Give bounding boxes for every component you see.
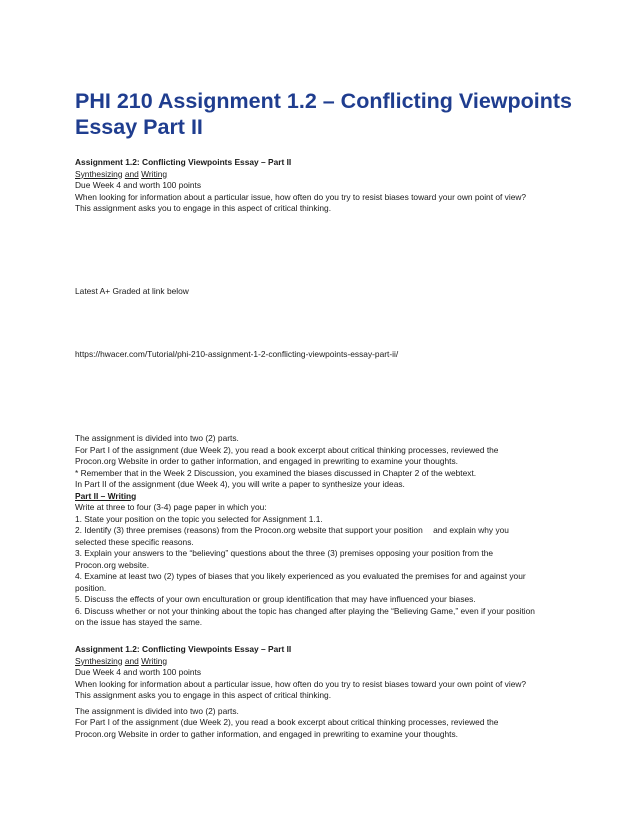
body-para-2a: For Part I of the assignment (due Week 2), you read a book excerpt about critical thinking processes, reviewed the (75, 444, 499, 455)
list-item-4b: position. (75, 582, 107, 593)
part-two-heading: Part II – Writing (75, 490, 137, 501)
intro-line-2: This assignment asks you to engage in this aspect of critical thinking. (75, 203, 332, 213)
list-item-3b: Procon.org website. (75, 559, 150, 570)
tutorial-link[interactable]: https://hwacer.com/Tutorial/phi-210-assignment-1-2-conflicting-viewpoints-essay-part-ii/ (75, 349, 399, 359)
promo-section (75, 286, 575, 298)
repeat-line-1: When looking for information about a particular issue, how often do you try to resist biases toward your own point of view? (75, 678, 527, 689)
promo-text: Latest A+ Graded at link below (75, 286, 189, 296)
section-heading: Assignment 1.2: Conflicting Viewpoints Essay – Part II (75, 157, 292, 167)
body-para-5: Write at three to four (3-4) page paper in which you: (75, 502, 267, 512)
list-item-2-cont: selected these specific reasons. (75, 536, 194, 547)
list-item-2-part-b: and explain why you (433, 525, 509, 535)
repeat-due-line: Due Week 4 and worth 100 points (75, 667, 202, 677)
repeat-para-2a: For Part I of the assignment (due Week 2), you read a book excerpt about critical thinking processes, reviewed the (75, 717, 499, 727)
repeat-para-1: The assignment is divided into two (2) parts. (75, 705, 239, 716)
due-line: Due Week 4 and worth 100 points (75, 180, 202, 190)
link-section (75, 349, 575, 361)
list-item-1: 1. State your position on the topic you selected for Assignment 1.1. (75, 513, 323, 524)
repeat-tag-line (75, 656, 575, 668)
repeat-para-2b: Procon.org Website in order to gather information, and engaged in prewriting to examine your thoughts. (75, 728, 458, 739)
repeat-tag-writing: Writing (141, 655, 168, 666)
repeat-line-2: This assignment asks you to engage in this aspect of critical thinking. (75, 690, 332, 700)
tag-writing: Writing (141, 168, 168, 179)
list-item-4a: 4. Examine at least two (2) types of biases that you likely experienced as you evaluated the premises for and against your (75, 571, 526, 581)
list-item-2 (75, 525, 575, 537)
list-item-3a: 3. Explain your answers to the “believing” questions about the three (3) premises opposing your position from the (75, 548, 494, 558)
repeat-tag-and: and (124, 655, 139, 666)
list-item-2-part-a: 2. Identify (3) three premises (reasons) from the Procon.org website that support your position (75, 525, 423, 535)
document-title: PHI 210 Assignment 1.2 – Conflicting Viewpoints Essay Part II (75, 89, 572, 139)
body-para-3: * Remember that in the Week 2 Discussion, you examined the biases discussed in Chapter 2 of the webtext. (75, 467, 477, 478)
repeat-tag-synthesizing: Synthesizing (75, 655, 123, 666)
list-item-5: 5. Discuss the effects of your own enculturation or group identification that may have influenced your biases. (75, 594, 476, 604)
assignment-body (75, 433, 575, 629)
body-para-4: In Part II of the assignment (due Week 4), you will write a paper to synthesize your ideas. (75, 479, 405, 489)
intro-line-1: When looking for information about a particular issue, how often do you try to resist biases toward your own point of view? (75, 191, 527, 202)
list-item-6a: 6. Discuss whether or not your thinking about the topic has changed after playing the “Believing Game,” even if your position (75, 605, 535, 616)
tag-and: and (124, 168, 139, 179)
repeat-heading: Assignment 1.2: Conflicting Viewpoints Essay – Part II (75, 644, 292, 654)
body-para-2b: Procon.org Website in order to gather information, and engaged in prewriting to examine your thoughts. (75, 456, 458, 466)
tag-synthesizing: Synthesizing (75, 168, 123, 179)
intro-section (75, 157, 575, 215)
body-para-1: The assignment is divided into two (2) parts. (75, 433, 239, 443)
repeat-section (75, 644, 575, 740)
tag-line (75, 169, 575, 181)
list-item-6b: on the issue has stayed the same. (75, 617, 203, 627)
